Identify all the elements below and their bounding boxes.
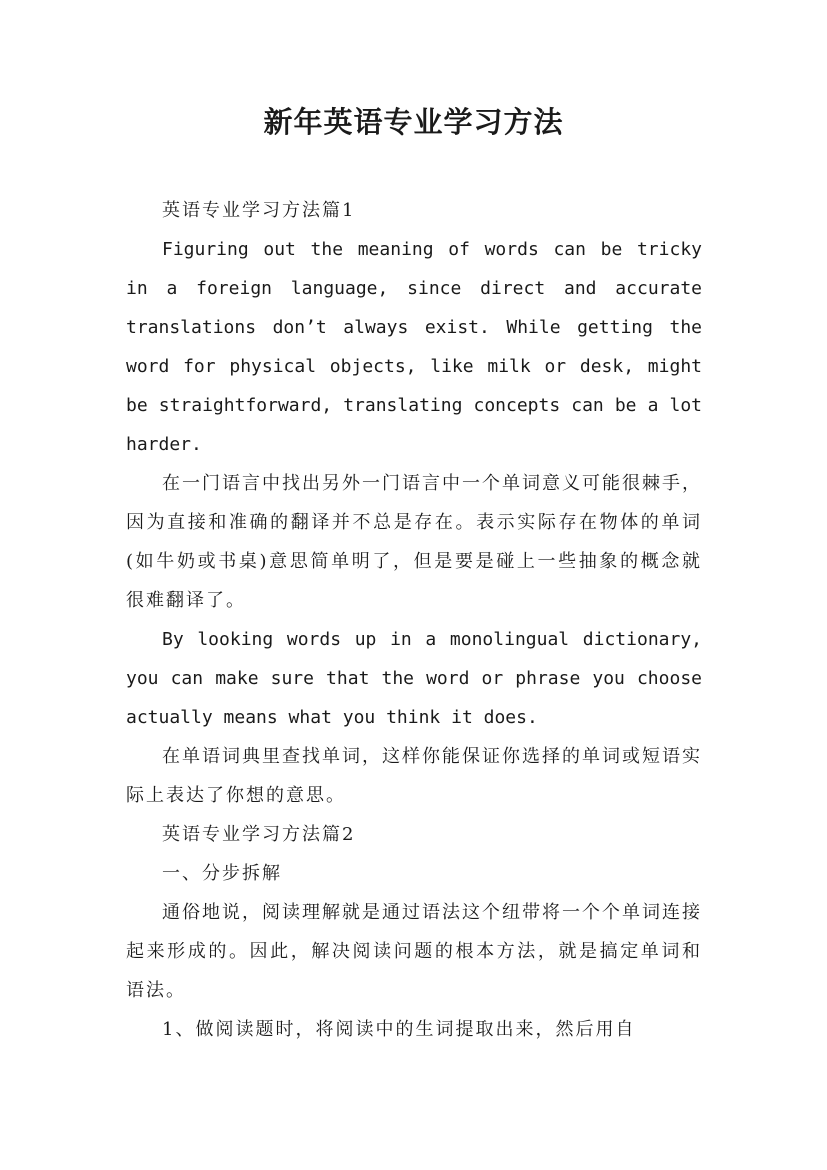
paragraph-english-1: Figuring out the meaning of words can be tricky in a foreign language, since direct and accurate translations don’t always exist. While getting the word for physical objects, like milk or desk, might be straightforward, translating concepts can be a lot harder.: [126, 239, 702, 455]
section-heading-1: 英语专业学习方法篇1: [162, 200, 356, 221]
document-body: [126, 191, 702, 1049]
document-title: 新年英语专业学习方法: [263, 105, 564, 139]
paragraph-chinese-4: 1、做阅读题时，将阅读中的生词提取出来，然后用自: [162, 1019, 636, 1040]
paragraph-chinese-1: 在一门语言中找出另外一门语言中一个单词意义可能很棘手，因为直接和准确的翻译并不总是存在。表示实际存在物体的单词(如牛奶或书桌)意思简单明了，但是要是碰上一些抽象的概念就很难翻译了。: [126, 473, 702, 611]
subheading-step-breakdown: 一、分步拆解: [162, 863, 282, 884]
paragraph-english-2: By looking words up in a monolingual dictionary, you can make sure that the word or phrase you choose actually means what you think it does.: [126, 629, 702, 728]
paragraph-chinese-2: 在单语词典里查找单词，这样你能保证你选择的单词或短语实际上表达了你想的意思。: [126, 746, 702, 806]
paragraph-chinese-3: 通俗地说，阅读理解就是通过语法这个纽带将一个个单词连接起来形成的。因此，解决阅读问题的根本方法，就是搞定单词和语法。: [126, 902, 702, 1001]
section-heading-2: 英语专业学习方法篇2: [162, 824, 356, 845]
